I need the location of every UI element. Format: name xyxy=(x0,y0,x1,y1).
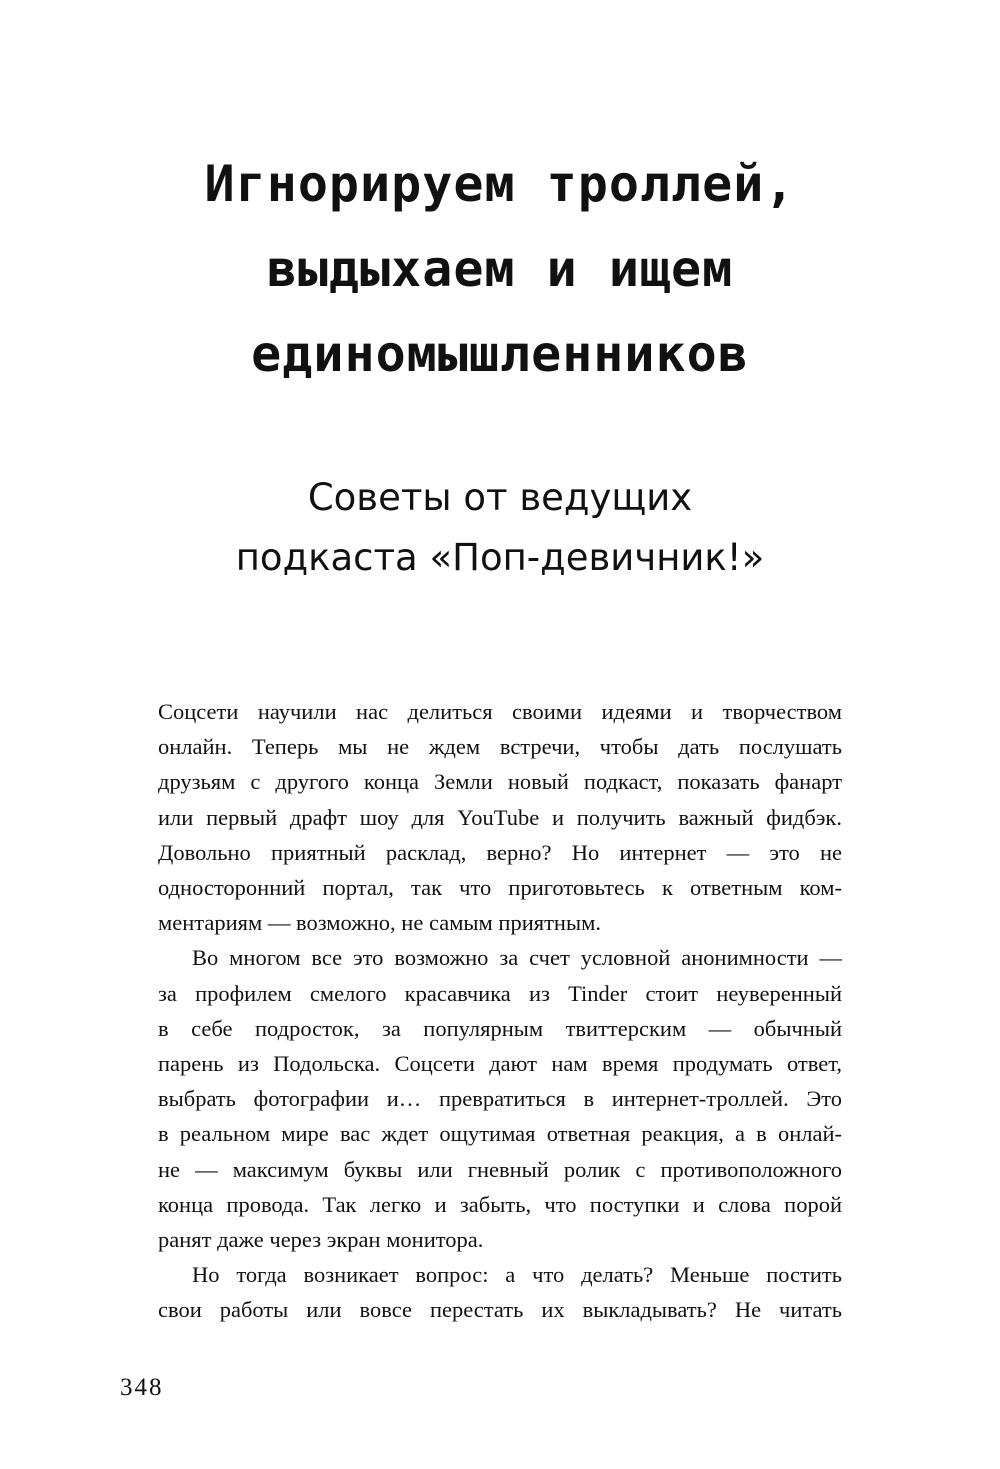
text-line: за профилем смелого красавчика из Tinder стоит неуверенный xyxy=(158,980,842,1006)
text-line: Соцсети научили нас делиться своими идеями и творчеством xyxy=(158,699,842,724)
text-line: друзьям с другого конца Земли новый подкаст, показать фанарт xyxy=(158,769,842,795)
text-line: в себе подросток, за популярным твиттерским — обычный xyxy=(158,1015,842,1041)
text-line: в реальном мире вас ждет ощутимая ответная реакция, а в онлай- xyxy=(158,1121,842,1147)
text-line: ментариям — возможно, не самым приятным. xyxy=(158,910,601,936)
page-number: 348 xyxy=(120,1374,164,1401)
text-line: выбрать фотографии и… превратиться в интернет-троллей. Это xyxy=(158,1086,842,1112)
chapter-title-line: Игнорируем троллей, xyxy=(204,155,796,213)
text-line: парень из Подольска. Соцсети дают нам время продумать ответ, xyxy=(158,1051,842,1077)
paragraph-3 xyxy=(158,1257,842,1327)
chapter-title-line: выдыхаем и ищем xyxy=(266,240,734,298)
chapter-title xyxy=(120,142,880,397)
text-line: или первый драфт шоу для YouTube и получить важный фидбэк. xyxy=(158,804,842,830)
text-line: свои работы или вовсе перестать их выкладывать? Не читать xyxy=(158,1297,842,1323)
body-text xyxy=(158,694,842,1328)
chapter-subtitle-line: подкаста «Поп-девичник!» xyxy=(235,536,765,579)
text-line: Но тогда возникает вопрос: а что делать? Меньше постить xyxy=(192,1262,842,1288)
text-line: односторонний портал, так что приготовьтесь к ответным ком- xyxy=(158,875,842,901)
text-line: Во многом все это возможно за счет условной анонимности — xyxy=(192,945,842,971)
paragraph-2 xyxy=(158,940,842,1257)
chapter-subtitle-line: Советы от ведущих xyxy=(307,476,693,519)
text-line: ранят даже через экран монитора. xyxy=(158,1227,484,1253)
text-line: не — максимум буквы или гневный ролик с противоположного xyxy=(158,1156,842,1182)
paragraph-1 xyxy=(158,694,842,940)
text-line: конца провода. Так легко и забыть, что поступки и слова порой xyxy=(158,1191,842,1217)
text-line: онлайн. Теперь мы не ждем встречи, чтобы дать послушать xyxy=(158,734,842,760)
chapter-subtitle xyxy=(120,468,880,588)
chapter-title-line: единомышленников xyxy=(251,325,749,383)
text-line: Довольно приятный расклад, верно? Но интернет — это не xyxy=(158,839,842,865)
